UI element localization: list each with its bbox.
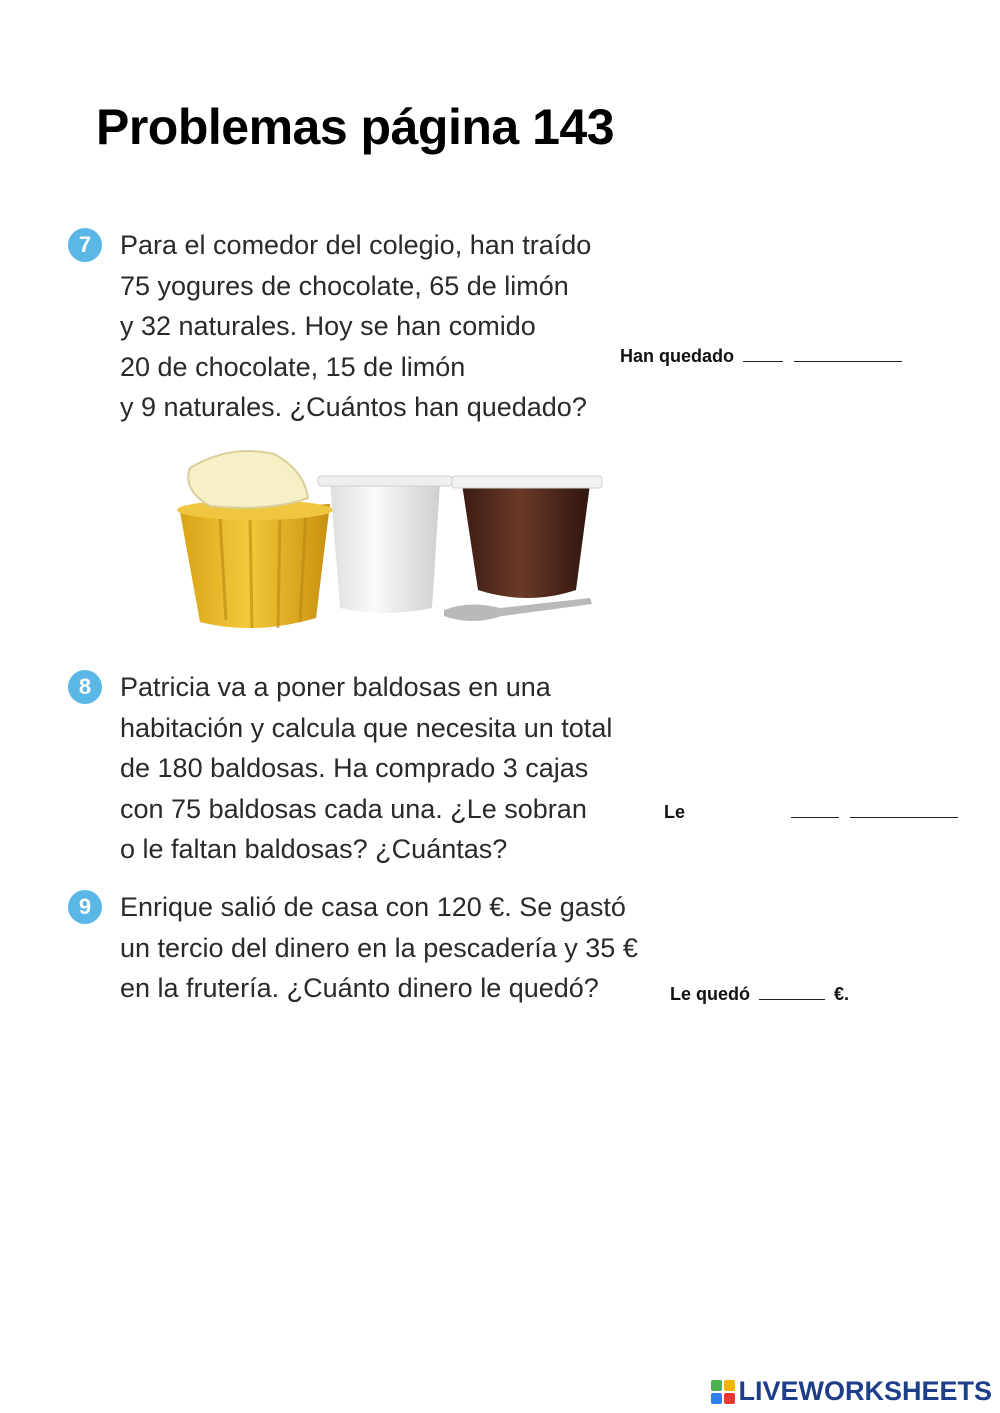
problem-7-line: Para el comedor del colegio, han traído — [120, 230, 592, 260]
problem-9-text — [120, 887, 638, 1009]
problem-8-answer — [664, 802, 958, 823]
problem-8-word-blank[interactable] — [850, 803, 958, 818]
page-title: Problemas página 143 — [96, 99, 615, 155]
problem-9-answer — [670, 984, 849, 1005]
problem-8-line: de 180 baldosas. Ha comprado 3 cajas — [120, 753, 589, 783]
problem-8-line: Patricia va a poner baldosas en una — [120, 672, 551, 702]
problem-8-answer-label: Le — [664, 802, 686, 822]
liveworksheets-logo-icon — [710, 1379, 736, 1405]
problem-9-money-blank[interactable] — [759, 985, 825, 1000]
problem-7-number-badge: 7 — [68, 228, 102, 262]
liveworksheets-brand: LIVEWORKSHEETS — [738, 1376, 992, 1406]
problem-7-text — [120, 225, 591, 428]
problem-8-number-blank[interactable] — [791, 803, 839, 818]
problem-7-answer-label: Han quedado — [620, 346, 735, 366]
problem-9-line: en la frutería. ¿Cuánto dinero le quedó? — [120, 973, 599, 1003]
problem-7-line: 20 de chocolate, 15 de limón — [120, 351, 466, 382]
problem-9-number-badge: 9 — [68, 890, 102, 924]
problem-9-answer-unit: €. — [834, 984, 850, 1004]
problem-7-line: 75 yogures de chocolate, 65 de limón — [120, 270, 569, 301]
problem-8-number-badge: 8 — [68, 670, 102, 704]
problem-9-line: un tercio del dinero en la pescadería y 35 € — [120, 932, 638, 963]
problem-7-number-blank[interactable] — [743, 347, 783, 362]
problem-9-line: Enrique salió de casa con 120 €. Se gastó — [120, 892, 626, 922]
problem-8-text — [120, 667, 612, 870]
problem-8-line: con 75 baldosas cada una. ¿Le sobran — [120, 793, 587, 824]
liveworksheets-footer — [710, 1376, 992, 1407]
problem-7-word-blank[interactable] — [794, 347, 902, 362]
problem-7-answer — [620, 346, 902, 367]
problem-7-line: y 32 naturales. Hoy se han comido — [120, 311, 536, 341]
yogurt-cups-image — [170, 440, 610, 640]
problem-9-answer-label: Le quedó — [670, 984, 750, 1004]
problem-7-line: y 9 naturales. ¿Cuántos han quedado? — [120, 392, 587, 422]
problem-8-line: o le faltan baldosas? ¿Cuántas? — [120, 834, 508, 864]
problem-8-line: habitación y calcula que necesita un total — [120, 712, 613, 743]
